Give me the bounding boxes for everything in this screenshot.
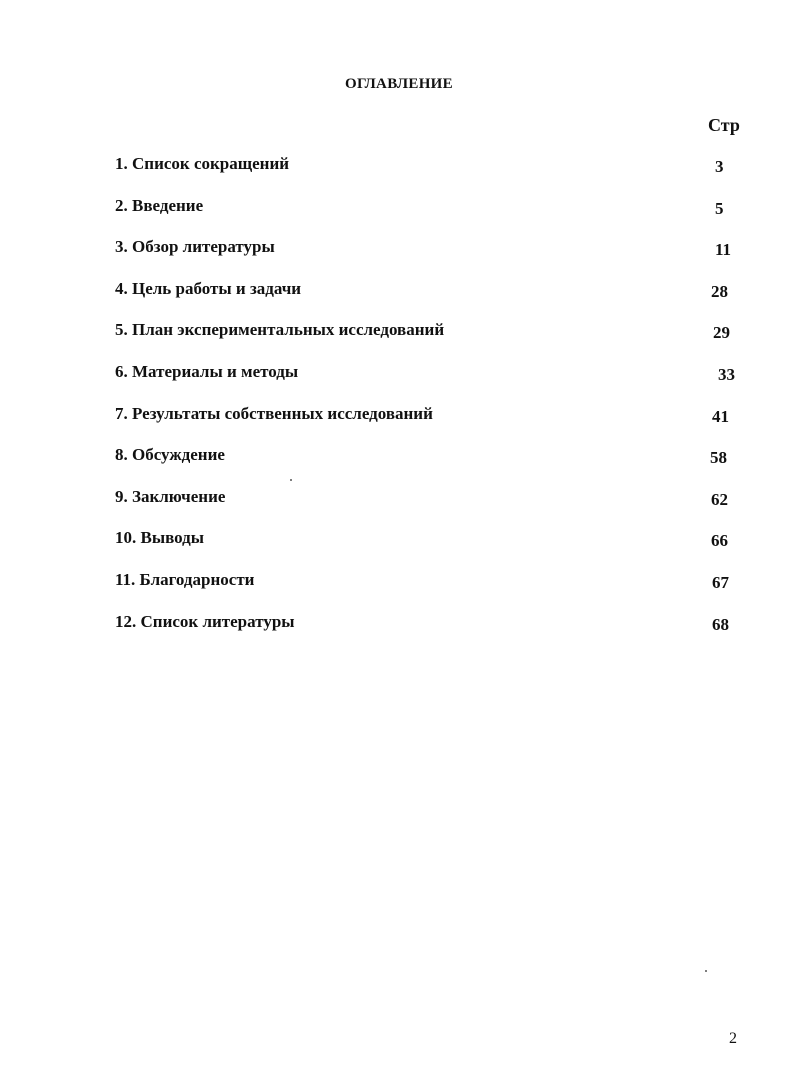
toc-entry-page: 68 <box>712 614 729 634</box>
toc-entry-page: 41 <box>712 406 729 426</box>
toc-entry <box>115 154 755 196</box>
toc-entry-page: 29 <box>713 323 730 343</box>
toc-entry-label: 11. Благодарности <box>115 569 255 589</box>
toc-entry-label: 8. Обсуждение <box>115 445 225 465</box>
toc-entry <box>115 612 755 654</box>
table-of-contents <box>115 154 755 653</box>
scan-speck <box>705 970 707 972</box>
toc-entry <box>115 237 755 279</box>
toc-entry-page: 62 <box>711 489 728 509</box>
toc-title: ОГЛАВЛЕНИЕ <box>345 76 453 92</box>
toc-entry-page: 3 <box>715 157 724 176</box>
toc-entry <box>115 196 755 238</box>
toc-entry-label: 10. Выводы <box>115 528 205 548</box>
toc-entry-page: 66 <box>711 531 728 551</box>
toc-entry <box>115 528 755 570</box>
toc-entry-page: 33 <box>718 364 735 384</box>
toc-entry-page: 67 <box>712 572 729 592</box>
toc-entry-label: 6. Материалы и методы <box>115 361 299 381</box>
toc-entry <box>115 362 755 404</box>
pages-column-header: Стр <box>708 115 740 135</box>
page-number: 2 <box>729 1030 737 1047</box>
toc-entry-label: 7. Результаты собственных исследований <box>115 403 433 423</box>
toc-entry <box>115 279 755 321</box>
toc-entry <box>115 445 755 487</box>
toc-entry-page: 28 <box>711 281 728 301</box>
toc-entry-label: 4. Цель работы и задачи <box>115 278 302 298</box>
toc-entry-page: 11 <box>715 240 732 260</box>
toc-entry-label: 2. Введение <box>115 195 204 215</box>
toc-entry-label: 5. План экспериментальных исследований <box>115 320 445 340</box>
toc-entry-label: 9. Заключение <box>115 486 226 506</box>
toc-entry-page: 5 <box>715 198 724 218</box>
toc-entry <box>115 320 755 362</box>
toc-entry-label: 12. Список литературы <box>115 611 295 631</box>
scan-speck <box>290 479 292 481</box>
toc-entry-label: 1. Список сокращений <box>115 154 290 173</box>
toc-entry <box>115 404 755 446</box>
toc-entry <box>115 487 755 529</box>
toc-entry-label: 3. Обзор литературы <box>115 237 275 257</box>
toc-entry <box>115 570 755 612</box>
toc-entry-page: 58 <box>710 448 727 468</box>
